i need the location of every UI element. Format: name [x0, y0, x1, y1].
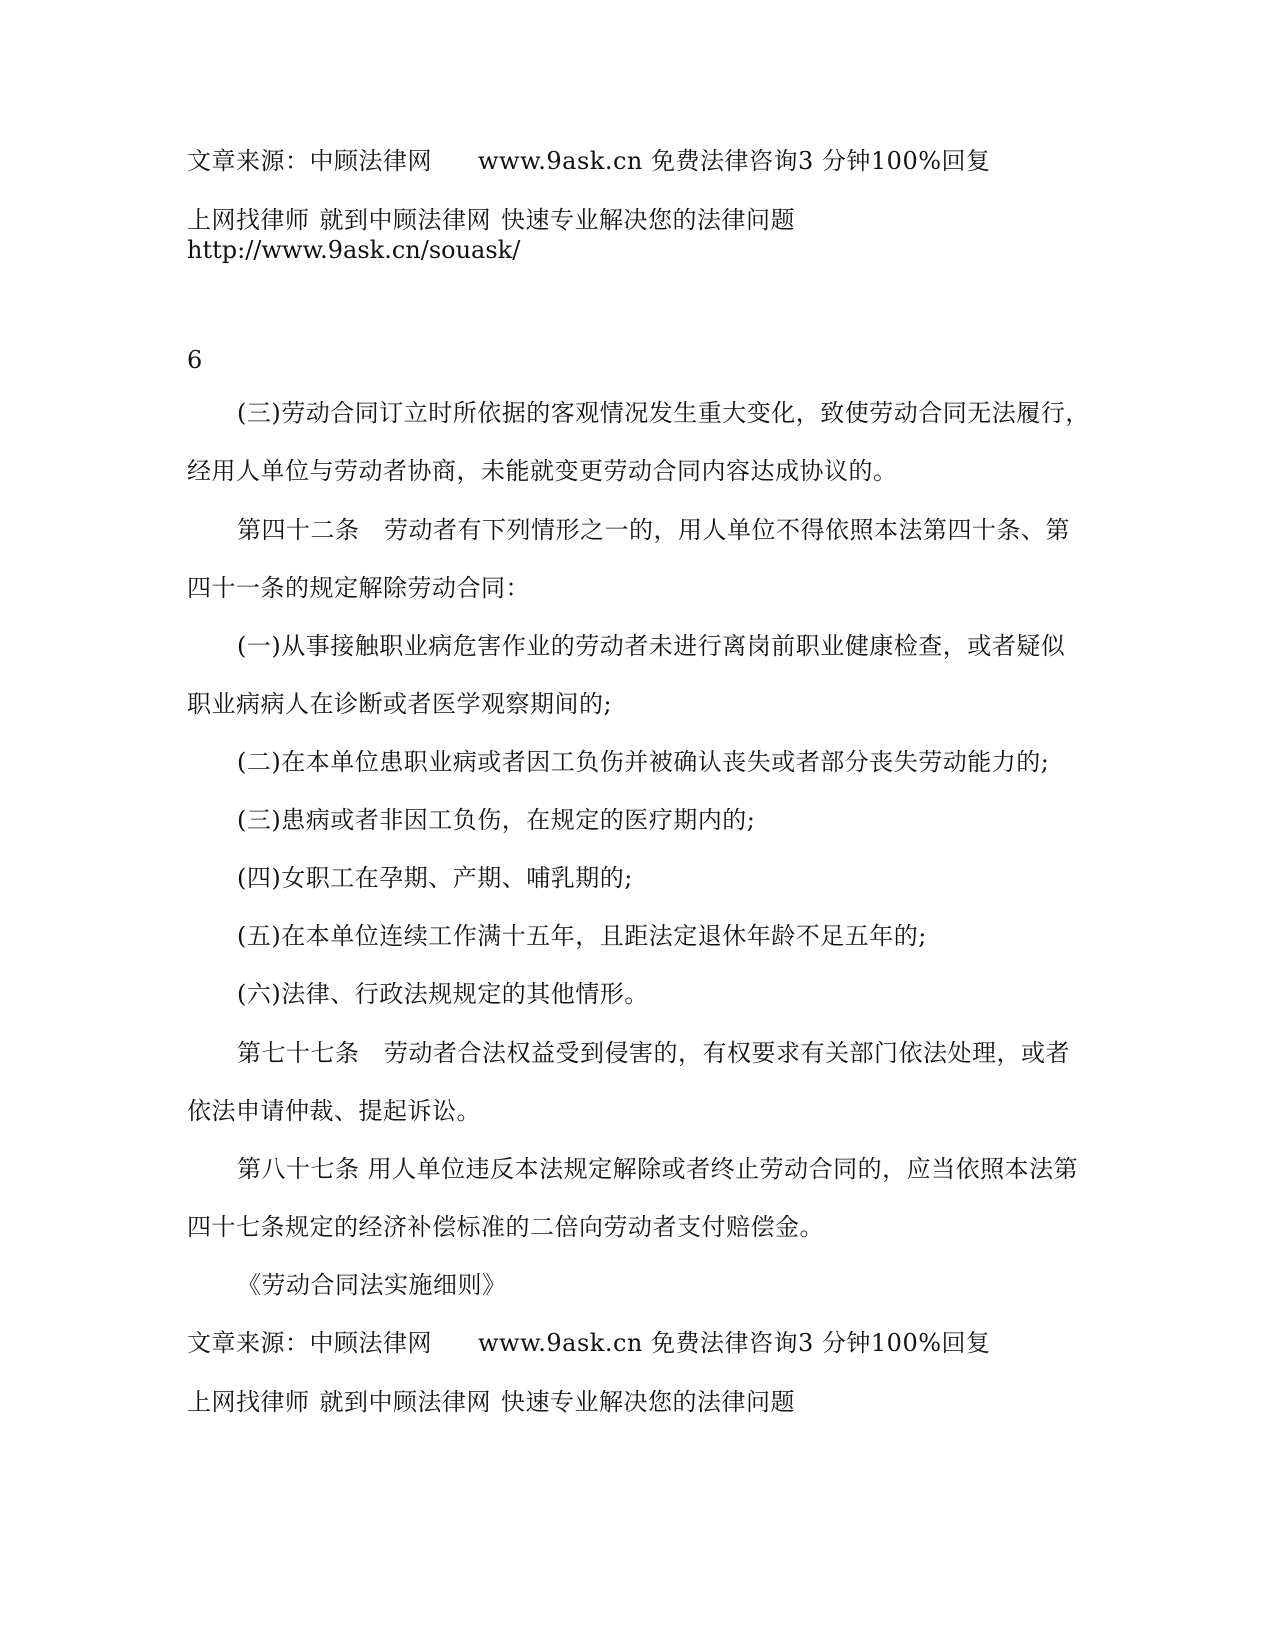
header-url[interactable]: http://www.9ask.cn/souask/ [187, 236, 521, 264]
footer-slogan-3: 快速专业解决您的法律问题 [501, 1388, 795, 1416]
paragraph-8: (六)法律、行政法规规定的其他情形。 [237, 980, 649, 1008]
paragraph-10-line-2: 四十七条规定的经济补偿标准的二倍向劳动者支付赔偿金。 [187, 1213, 824, 1241]
footer-slogan-2: 就到中顾法律网 [319, 1388, 491, 1416]
header-site: www.9ask.cn [478, 147, 643, 175]
paragraph-2-line-2: 四十一条的规定解除劳动合同： [187, 574, 530, 602]
header-promo: 免费法律咨询3 分钟100%回复 [651, 147, 991, 175]
header-slogan-2: 就到中顾法律网 [319, 206, 491, 234]
paragraph-7: (五)在本单位连续工作满十五年，且距法定退休年龄不足五年的; [237, 922, 927, 950]
paragraph-6: (四)女职工在孕期、产期、哺乳期的; [237, 864, 633, 892]
paragraph-5: (三)患病或者非因工负伤，在规定的医疗期内的; [237, 806, 756, 834]
paragraph-1-line-2: 经用人单位与劳动者协商，未能就变更劳动合同内容达成协议的。 [187, 457, 898, 485]
header-slogan-1: 上网找律师 [187, 206, 310, 234]
paragraph-3-line-2: 职业病病人在诊断或者医学观察期间的; [187, 690, 613, 718]
paragraph-4: (二)在本单位患职业病或者因工负伤并被确认丧失或者部分丧失劳动能力的; [237, 748, 1050, 776]
header-slogan-3: 快速专业解决您的法律问题 [501, 206, 795, 234]
footer-site: www.9ask.cn [478, 1329, 643, 1357]
paragraph-9-line-1: 第七十七条 劳动者合法权益受到侵害的，有权要求有关部门依法处理，或者 [237, 1039, 1070, 1067]
footer-source-label: 文章来源：中顾法律网 [187, 1329, 432, 1357]
footer-promo: 免费法律咨询3 分钟100%回复 [651, 1329, 991, 1357]
footer-source-line [187, 1328, 991, 1358]
footer-slogan-line [187, 1387, 795, 1417]
footer-slogan-1: 上网找律师 [187, 1388, 310, 1416]
paragraph-3-line-1: (一)从事接触职业病危害作业的劳动者未进行离岗前职业健康检查，或者疑似 [237, 632, 1066, 660]
paragraph-1-line-1: (三)劳动合同订立时所依据的客观情况发生重大变化，致使劳动合同无法履行， [237, 399, 1090, 427]
header-source-label: 文章来源：中顾法律网 [187, 147, 432, 175]
header-source-line [187, 146, 991, 176]
section-title: 《劳动合同法实施细则》 [237, 1271, 507, 1299]
paragraph-2-line-1: 第四十二条 劳动者有下列情形之一的，用人单位不得依照本法第四十条、第 [237, 516, 1070, 544]
paragraph-10-line-1: 第八十七条 用人单位违反本法规定解除或者终止劳动合同的，应当依照本法第 [237, 1155, 1079, 1183]
paragraph-9-line-2: 依法申请仲裁、提起诉讼。 [187, 1097, 481, 1125]
header-slogan-line [187, 205, 795, 235]
page-number: 6 [187, 346, 203, 374]
